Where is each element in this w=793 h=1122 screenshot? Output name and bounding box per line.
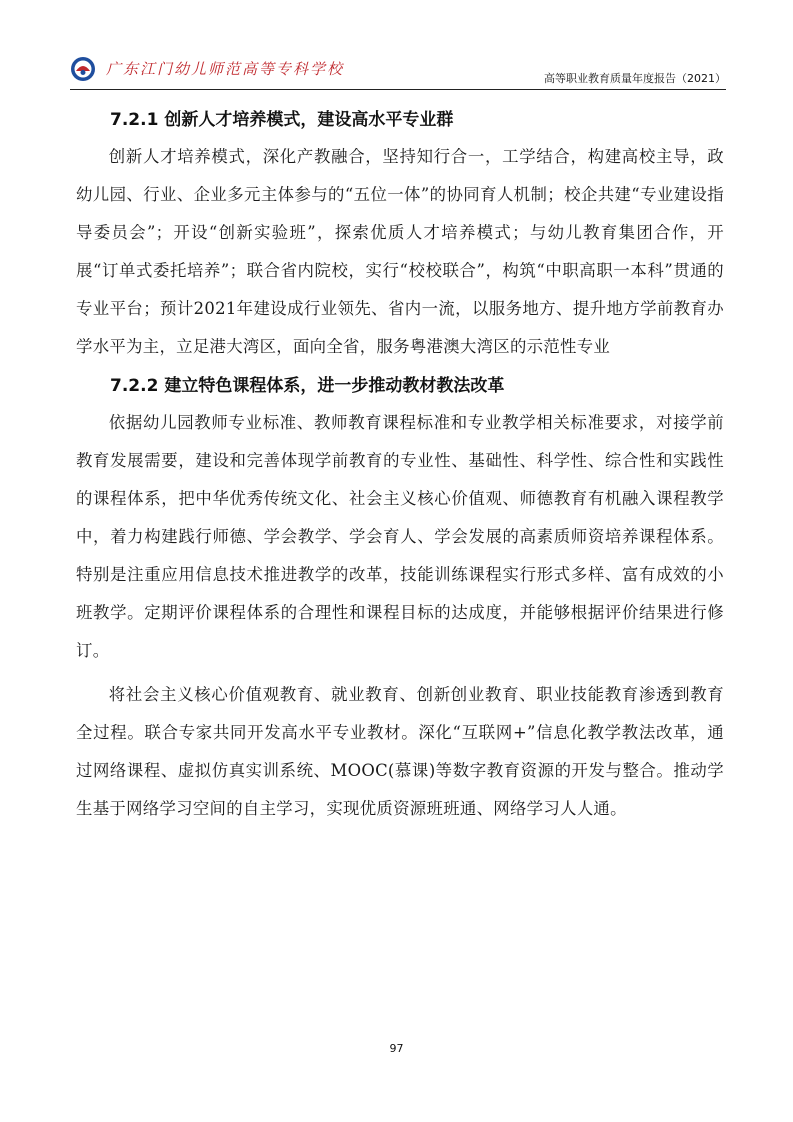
header-rule (70, 89, 726, 90)
section-heading: 7.2.2 建立特色课程体系，进一步推动教材教法改革 (110, 376, 505, 396)
page-number: 97 (389, 1042, 404, 1055)
paragraph: 依据幼儿园教师专业标准、教师教育课程标准和专业教学相关标准要求，对接学前教育发展需要，建设和完善体现学前教育的专业性、基础性、科学性、综合性和实践性的课程体系，把中华优秀传统文化、社会主义核心价值观、师德教育有机融入课程教学中，着力构建践行师德、学会教学、学会育人、学会发展的高素质师资培养课程体系。特别是注重应用信息技术推进教学的改革，技能训练课程实行形式多样、富有成效的小班教学。定期评价课程体系的合理性和课程目标的达成度，并能够根据评价结果进行修订。 (76, 413, 724, 660)
paragraph: 将社会主义核心价值观教育、就业教育、创新创业教育、职业技能教育渗透到教育全过程。联合专家共同开发高水平专业教材。深化“互联网+”信息化教学教法改革，通过网络课程、虚拟仿真实训系统、MOOC(慕课)等数字教育资源的开发与整合。推动学生基于网络学习空间的自主学习，实现优质资源班班通、网络学习人人通。 (76, 685, 724, 818)
section-heading: 7.2.1 创新人才培养模式，建设高水平专业群 (110, 110, 454, 130)
school-name: 广东江门幼儿师范高等专科学校 (106, 60, 345, 78)
page-body (76, 100, 724, 828)
section-7-2-1 (76, 107, 724, 366)
report-title: 高等职业教育质量年度报告（2021） (544, 72, 726, 85)
school-emblem-icon (70, 56, 96, 82)
paragraph: 创新人才培养模式，深化产教融合，坚持知行合一，工学结合，构建高校主导，政幼儿园、行业、企业多元主体参与的“五位一体”的协同育人机制；校企共建“专业建设指导委员会”；开设“创新实验班”，探索优质人才培养模式；与幼儿教育集团合作，开展“订单式委托培养”；联合省内院校，实行“校校联合”，构筑“中职高职一本科”贯通的专业平台；预计2021年建设成行业领先、省内一流，以服务地方、提升地方学前教育办学水平为主，立足港大湾区，面向全省，服务粤港澳大湾区的示范性专业 (76, 147, 724, 356)
page-header (70, 52, 726, 88)
section-7-2-2 (76, 373, 724, 828)
